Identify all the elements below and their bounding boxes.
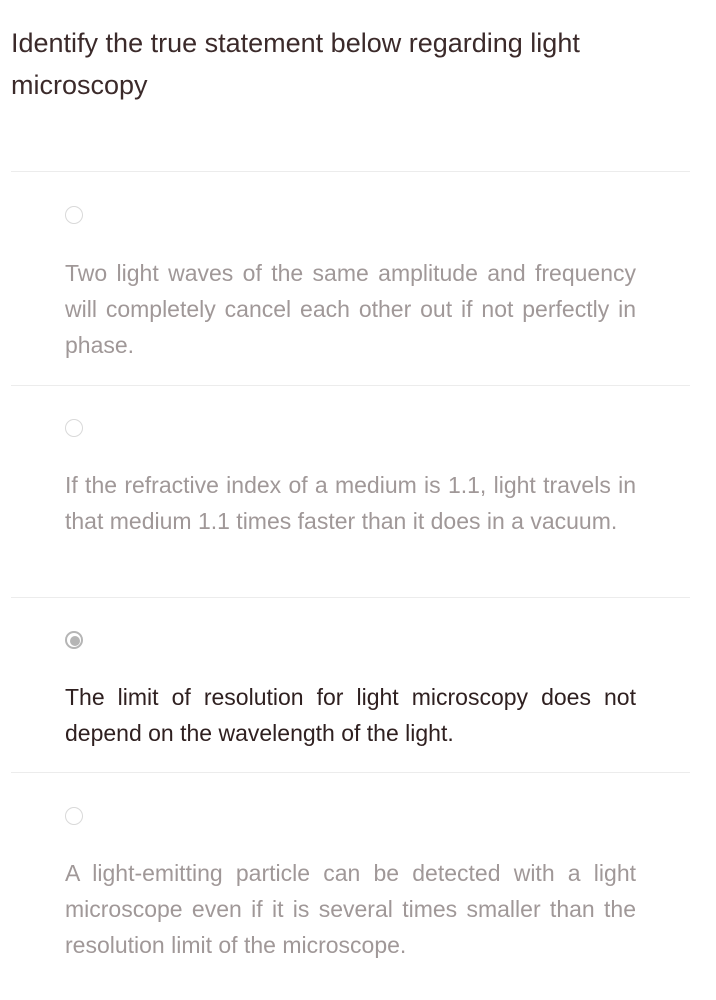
radio-button-4[interactable]: [65, 807, 83, 825]
answer-option-3-text: The limit of resolution for light microscopy does not depend on the wavelength of the light.: [65, 684, 636, 746]
radio-button-1[interactable]: [65, 206, 83, 224]
radio-button-2[interactable]: [65, 419, 83, 437]
question-title: Identify the true statement below regarding light microscopy: [11, 28, 580, 100]
answer-option-1[interactable]: [11, 172, 690, 385]
answer-option-4-text: A light-emitting particle can be detected with a light microscope even if it is several times smaller than the resolution limit of the microscope.: [65, 860, 636, 958]
answer-option-1-text: Two light waves of the same amplitude and frequency will completely cancel each other out if not perfectly in phase.: [65, 260, 636, 358]
radio-button-3[interactable]: [65, 631, 83, 649]
answer-option-3[interactable]: [11, 598, 690, 772]
answer-option-2[interactable]: [11, 386, 690, 597]
answer-option-2-text: If the refractive index of a medium is 1.1, light travels in that medium 1.1 times faster than it does in a vacuum.: [65, 472, 636, 534]
answer-option-4[interactable]: [11, 773, 690, 993]
